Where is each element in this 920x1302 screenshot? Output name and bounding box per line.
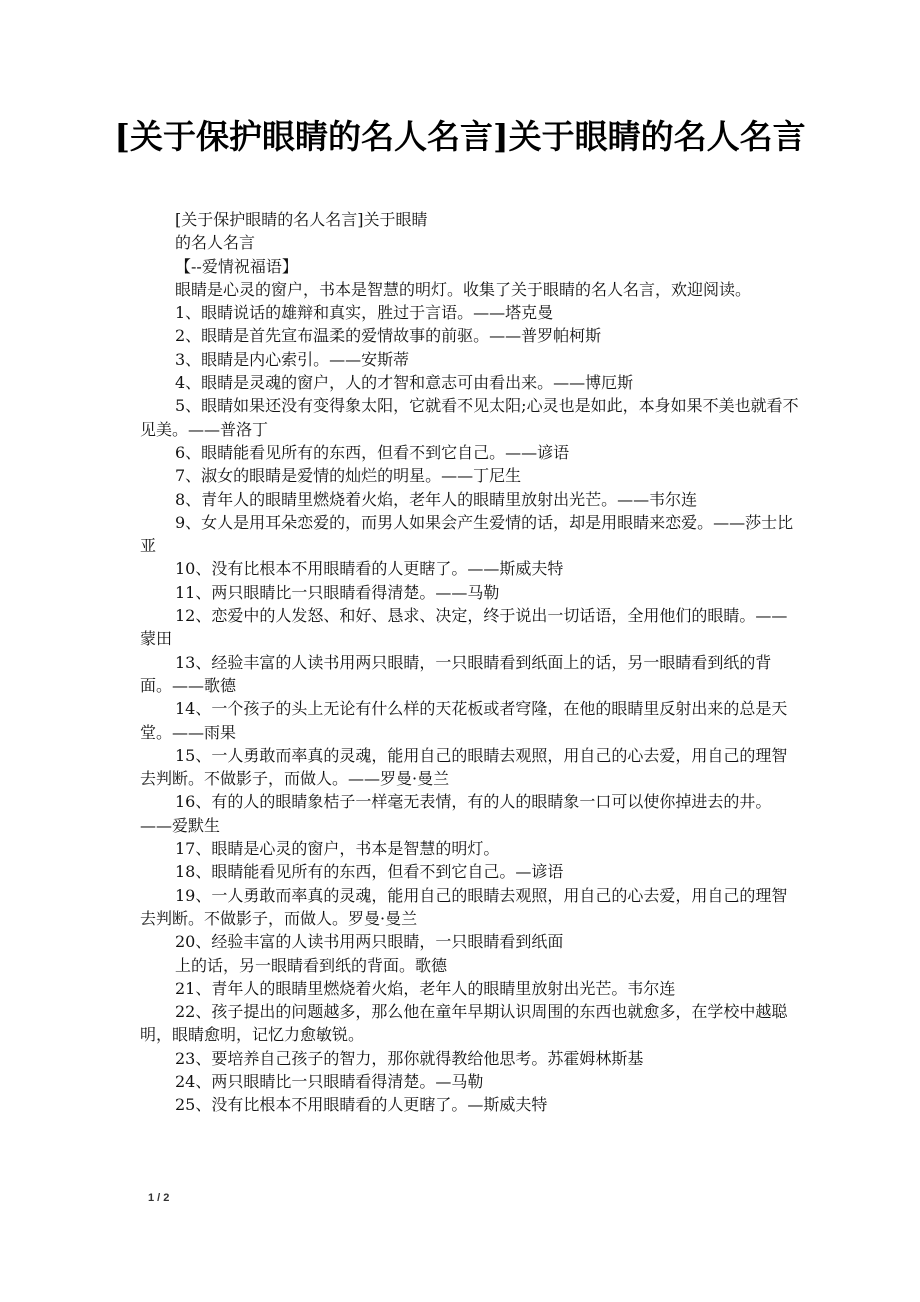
- quote-item: 9、女人是用耳朵恋爱的，而男人如果会产生爱情的话，却是用眼睛来恋爱。——莎士比亚: [140, 512, 794, 556]
- intro-paragraph: 的名人名言: [175, 233, 256, 253]
- quote-item: 5、眼睛如果还没有变得象太阳，它就看不见太阳;心灵也是如此，本身如果不美也就看不见美。——普洛丁: [140, 396, 799, 439]
- quote-item: 12、恋爱中的人发怒、和好、恳求、决定，终于说出一切话语，全用他们的眼睛。——蒙田: [140, 606, 788, 649]
- quote-item: 16、有的人的眼睛象桔子一样毫无表情，有的人的眼睛象一口可以使你掉进去的井。——爱默生: [140, 792, 772, 835]
- quote-item: 2、眼睛是首先宣布温柔的爱情故事的前驱。——普罗帕柯斯: [175, 326, 602, 346]
- quote-item: 3、眼睛是内心索引。——安斯蒂: [175, 349, 410, 369]
- quote-item: 6、眼睛能看见所有的东西，但看不到它自己。——谚语: [175, 442, 570, 462]
- quote-item: 4、眼睛是灵魂的窗户，人的才智和意志可由看出来。——博厄斯: [175, 373, 634, 393]
- page-title: [关于保护眼睛的名人名言]关于眼睛的名人名言: [114, 117, 806, 156]
- quote-item: 17、眼睛是心灵的窗户，书本是智慧的明灯。: [175, 839, 500, 859]
- quote-item: 14、一个孩子的头上无论有什么样的天花板或者穹隆，在他的眼睛里反射出来的总是天堂。——雨果: [140, 699, 788, 742]
- quote-item: 15、一人勇敢而率真的灵魂，能用自己的眼睛去观照，用自己的心去爱，用自己的理智去判断。不做影子，而做人。——罗曼·曼兰: [140, 745, 788, 789]
- quote-item: 23、要培养自己孩子的智力，那你就得教给他思考。苏霍姆林斯基: [175, 1048, 644, 1068]
- quote-item: 24、两只眼睛比一只眼睛看得清楚。—马勒: [175, 1071, 484, 1091]
- intro-paragraph: 眼睛是心灵的窗户，书本是智慧的明灯。收集了关于眼睛的名人名言，欢迎阅读。: [175, 279, 752, 299]
- quote-item: 10、没有比根本不用眼睛看的人更瞎了。——斯威夫特: [175, 559, 564, 579]
- quote-item: 22、孩子提出的问题越多，那么他在童年早期认识周围的东西也就愈多，在学校中越聪明，眼睛愈明，记忆力愈敏锐。: [140, 1002, 788, 1045]
- quote-item: 13、经验丰富的人读书用两只眼睛，一只眼睛看到纸面上的话，另一眼睛看到纸的背面。——歌德: [140, 652, 772, 695]
- quote-item: 7、淑女的眼睛是爱情的灿烂的明星。——丁尼生: [175, 466, 522, 486]
- quote-item: 19、一人勇敢而率真的灵魂，能用自己的眼睛去观照，用自己的心去爱，用自己的理智去判断。不做影子，而做人。罗曼·曼兰: [140, 885, 788, 928]
- quote-item: 1、眼睛说话的雄辩和真实，胜过于言语。——塔克曼: [175, 303, 554, 323]
- quote-item: 25、没有比根本不用眼睛看的人更瞎了。—斯威夫特: [175, 1095, 548, 1115]
- quote-item: 11、两只眼睛比一只眼睛看得清楚。——马勒: [175, 582, 500, 602]
- intro-paragraph: [关于保护眼睛的名人名言]关于眼睛: [175, 210, 428, 229]
- quote-item: 20、经验丰富的人读书用两只眼睛，一只眼睛看到纸面: [175, 932, 564, 952]
- page-number: 1 / 2: [148, 1192, 170, 1204]
- quote-item: 18、眼睛能看见所有的东西，但看不到它自己。—谚语: [175, 862, 564, 882]
- quote-item: 上的话，另一眼睛看到纸的背面。歌德: [175, 955, 448, 975]
- quote-item: 8、青年人的眼睛里燃烧着火焰，老年人的眼睛里放射出光芒。——韦尔连: [175, 489, 698, 509]
- quote-item: 21、青年人的眼睛里燃烧着火焰，老年人的眼睛里放射出光芒。韦尔连: [175, 978, 676, 998]
- document-body: [140, 208, 800, 1117]
- category-tag: 【--爱情祝福语】: [175, 256, 298, 276]
